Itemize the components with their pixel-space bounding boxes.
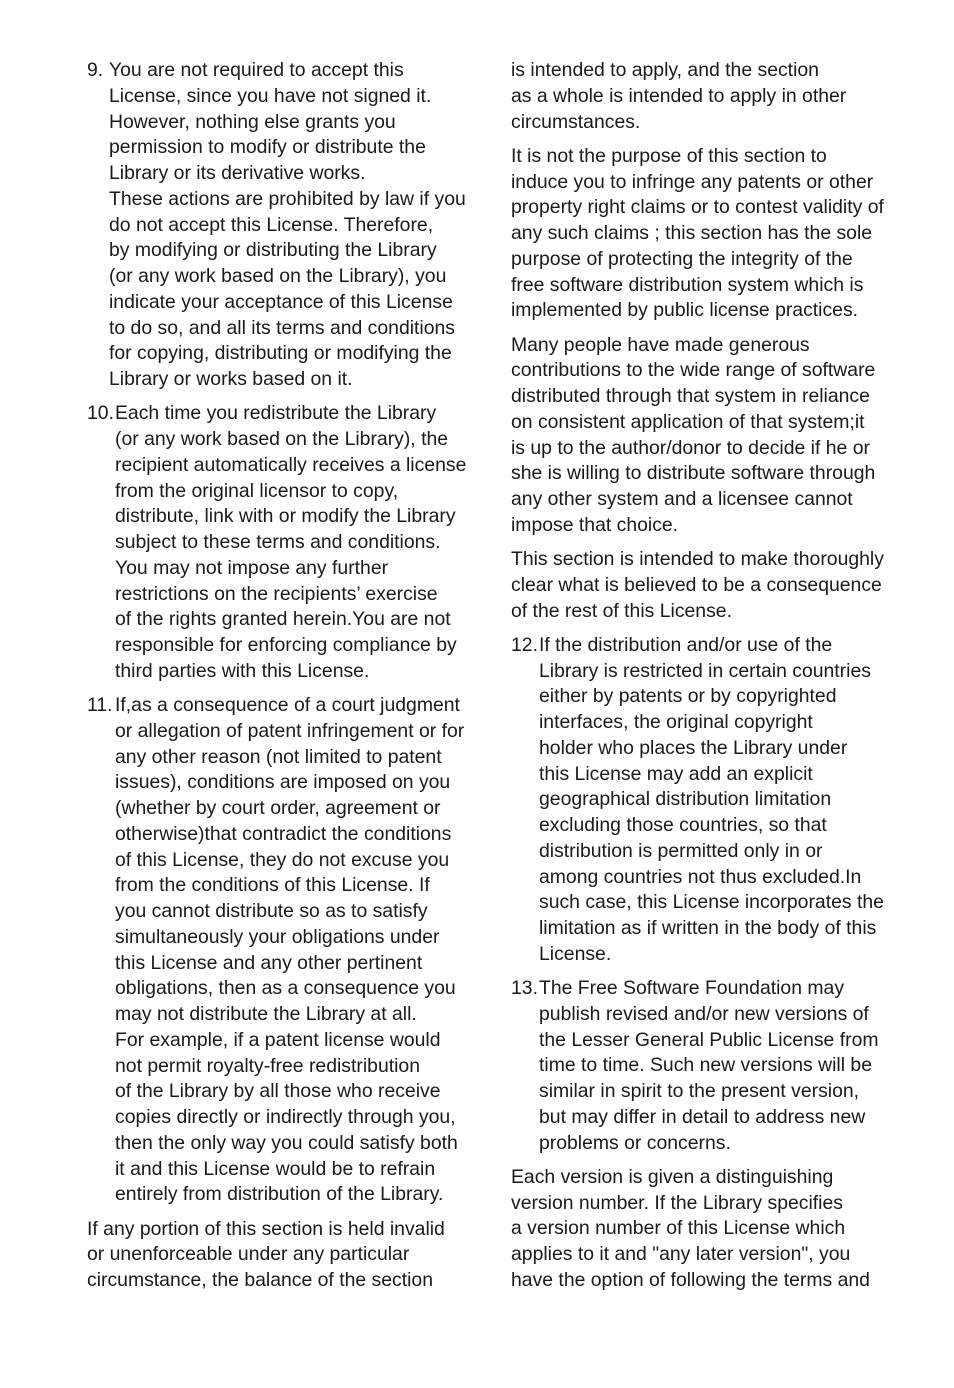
text-line: (or any work based on the Library), the bbox=[115, 428, 449, 450]
text-line: clear what is believed to be a consequence bbox=[511, 573, 882, 596]
list-item-9 bbox=[87, 58, 472, 393]
text-line: Library or its derivative works. bbox=[109, 162, 366, 184]
text-line: The Free Software Foundation may bbox=[539, 977, 845, 999]
list-item-11 bbox=[87, 693, 472, 1208]
text-line: problems or concerns. bbox=[539, 1131, 731, 1154]
text-line: either by patents or by copyrighted bbox=[539, 685, 837, 708]
text-line: impose that choice. bbox=[511, 513, 679, 536]
text-line: do not accept this License. Therefore, bbox=[109, 213, 434, 236]
list-item-10 bbox=[87, 401, 472, 684]
text-line: may not distribute the Library at all. bbox=[115, 1003, 417, 1025]
text-line: she is willing to distribute software through bbox=[511, 462, 876, 485]
text-line: Many people have made generous bbox=[511, 333, 810, 356]
text-line: (or any work based on the Library), you bbox=[109, 265, 447, 287]
text-line: any such claims ; this section has the sole bbox=[511, 222, 873, 244]
text-line: this License may add an explicit bbox=[539, 762, 813, 785]
paragraph-continuation bbox=[511, 58, 901, 135]
text-line: or unenforceable under any particular bbox=[87, 1243, 410, 1266]
text-line: free software distribution system which is bbox=[511, 273, 864, 296]
text-line: such case, this License incorporates the bbox=[539, 891, 884, 914]
text-line: time to time. Such new versions will be bbox=[539, 1054, 873, 1077]
text-line: holder who places the Library under bbox=[539, 736, 848, 759]
text-line: (whether by court order, agreement or bbox=[115, 797, 441, 819]
text-line: permission to modify or distribute the bbox=[109, 136, 426, 159]
text-line: geographical distribution limitation bbox=[539, 788, 832, 811]
paragraph-purpose bbox=[511, 144, 901, 324]
text-line: contributions to the wide range of software bbox=[511, 359, 876, 382]
text-line: you cannot distribute so as to satisfy bbox=[115, 900, 428, 922]
text-line: of this License, they do not excuse you bbox=[115, 848, 450, 871]
text-line: among countries not thus excluded.In bbox=[539, 865, 862, 888]
text-line: These actions are prohibited by law if you bbox=[109, 187, 466, 210]
right-column bbox=[511, 58, 901, 1294]
text-line: License. bbox=[539, 942, 612, 965]
text-line: subject to these terms and conditions. bbox=[115, 531, 441, 553]
list-item-text bbox=[87, 401, 472, 684]
text-line: distribution is permitted only in or bbox=[539, 839, 823, 862]
text-line: circumstances. bbox=[511, 110, 641, 133]
list-item-number: 11. bbox=[87, 694, 113, 716]
paragraph-portion bbox=[87, 1217, 472, 1294]
list-item-12 bbox=[511, 633, 901, 968]
text-line: third parties with this License. bbox=[115, 659, 370, 682]
text-line: It is not the purpose of this section to bbox=[511, 144, 827, 167]
text-line: otherwise)that contradict the conditions bbox=[115, 822, 452, 845]
text-line: as a whole is intended to apply in other bbox=[511, 84, 847, 107]
paragraph-each-version bbox=[511, 1165, 901, 1294]
text-line: induce you to infringe any patents or other bbox=[511, 170, 874, 193]
text-line: For example, if a patent license would bbox=[115, 1028, 441, 1051]
text-line: simultaneously your obligations under bbox=[115, 925, 440, 948]
text-line: similar in spirit to the present version, bbox=[539, 1080, 860, 1102]
text-line: version number. If the Library specifies bbox=[511, 1191, 843, 1214]
text-line: restrictions on the recipients’ exercise bbox=[115, 582, 438, 605]
text-line: not permit royalty-free redistribution bbox=[115, 1054, 420, 1077]
text-line: the Lesser General Public License from bbox=[539, 1028, 879, 1051]
text-line: indicate your acceptance of this License bbox=[109, 290, 453, 313]
text-line: purpose of protecting the integrity of the bbox=[511, 247, 853, 270]
text-line: of the rights granted herein.You are not bbox=[115, 608, 451, 631]
text-line: publish revised and/or new versions of bbox=[539, 1002, 869, 1025]
text-line: of the rest of this License. bbox=[511, 599, 732, 622]
text-line: issues), conditions are imposed on you bbox=[115, 771, 451, 794]
text-line: Library is restricted in certain countries bbox=[539, 659, 871, 682]
text-line: by modifying or distributing the Library bbox=[109, 239, 437, 262]
text-line: This section is intended to make thoroughly bbox=[511, 548, 884, 570]
list-item-number: 13. bbox=[511, 977, 538, 999]
list-item-13 bbox=[511, 976, 901, 1156]
text-line: If the distribution and/or use of the bbox=[539, 633, 833, 656]
text-line: implemented by public license practices. bbox=[511, 299, 859, 322]
text-line: recipient automatically receives a license bbox=[115, 453, 467, 476]
text-line: from the conditions of this License. If bbox=[115, 874, 430, 897]
list-item-number: 9. bbox=[87, 59, 104, 81]
text-line: If any portion of this section is held invalid bbox=[87, 1217, 445, 1240]
text-line: entirely from distribution of the Library. bbox=[115, 1183, 444, 1206]
text-line: it and this License would be to refrain bbox=[115, 1157, 436, 1180]
text-line: copies directly or indirectly through you, bbox=[115, 1106, 456, 1128]
text-line: However, nothing else grants you bbox=[109, 110, 396, 133]
text-line: to do so, and all its terms and conditions bbox=[109, 316, 455, 339]
text-line: obligations, then as a consequence you bbox=[115, 977, 456, 1000]
text-line: or allegation of patent infringement or for bbox=[115, 719, 465, 742]
text-line: a version number of this License which bbox=[511, 1217, 846, 1240]
text-line: circumstance, the balance of the section bbox=[87, 1269, 433, 1291]
list-item-number: 10. bbox=[87, 402, 114, 425]
text-line: have the option of following the terms and bbox=[511, 1268, 870, 1291]
list-item-number: 12. bbox=[511, 633, 538, 656]
text-line: You may not impose any further bbox=[115, 556, 389, 579]
list-item-text bbox=[87, 693, 472, 1208]
text-line: of the Library by all those who receive bbox=[115, 1080, 441, 1103]
text-line: is intended to apply, and the section bbox=[511, 59, 819, 81]
text-line: for copying, distributing or modifying the bbox=[109, 342, 452, 365]
text-line: You are not required to accept this bbox=[109, 59, 404, 81]
text-line: this License and any other pertinent bbox=[115, 951, 423, 974]
text-line: Each version is given a distinguishing bbox=[511, 1165, 834, 1188]
text-line: Each time you redistribute the Library bbox=[115, 402, 437, 425]
text-line: distribute, link with or modify the Library bbox=[115, 505, 456, 528]
text-line: property right claims or to contest validity of bbox=[511, 196, 884, 219]
text-line: is up to the author/donor to decide if he or bbox=[511, 436, 870, 459]
list-item-text bbox=[87, 58, 472, 393]
text-line: responsible for enforcing compliance by bbox=[115, 634, 457, 656]
text-line: but may differ in detail to address new bbox=[539, 1105, 866, 1128]
text-line: then the only way you could satisfy both bbox=[115, 1131, 458, 1154]
paragraph-this-section bbox=[511, 547, 901, 624]
text-line: applies to it and "any later version", you bbox=[511, 1243, 851, 1265]
text-line: interfaces, the original copyright bbox=[539, 711, 813, 733]
text-line: any other system and a licensee cannot bbox=[511, 488, 853, 510]
text-line: any other reason (not limited to patent bbox=[115, 745, 442, 768]
text-line: License, since you have not signed it. bbox=[109, 84, 432, 107]
paragraph-many-people bbox=[511, 333, 901, 539]
text-line: from the original licensor to copy, bbox=[115, 479, 399, 502]
list-item-text bbox=[511, 976, 901, 1156]
list-item-text bbox=[511, 633, 901, 968]
text-line: limitation as if written in the body of this bbox=[539, 917, 877, 939]
text-line: Library or works based on it. bbox=[109, 368, 353, 390]
text-line: on consistent application of that system;it bbox=[511, 410, 865, 433]
left-column bbox=[87, 58, 472, 1294]
text-line: excluding those countries, so that bbox=[539, 814, 827, 836]
text-line: distributed through that system in reliance bbox=[511, 385, 870, 407]
text-line: If,as a consequence of a court judgment bbox=[115, 694, 460, 716]
